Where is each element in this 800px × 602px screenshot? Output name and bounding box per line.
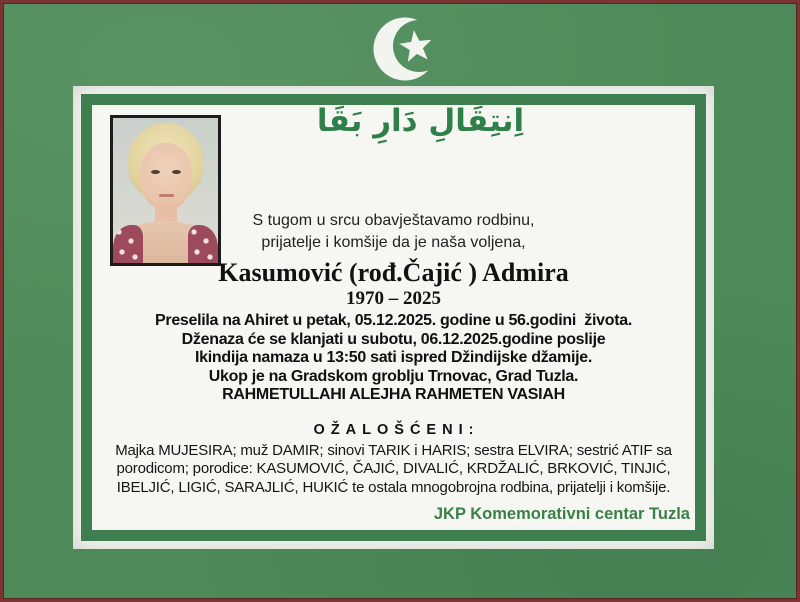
deceased-years: 1970 – 2025 <box>346 288 441 309</box>
intro-line-1: S tugom u srcu obavještavamo rodbinu, <box>252 212 535 229</box>
photo-eye-right <box>172 170 181 174</box>
notice-card <box>73 86 714 549</box>
mourners-heading: OŽALOŠĆENI: <box>313 422 480 438</box>
organization-signature: JKP Komemorativni centar Tuzla <box>433 505 690 523</box>
funeral-details <box>73 312 714 405</box>
intro-text <box>73 210 714 254</box>
arabic-calligraphy: اِنتِقَالِ دَارِ بَقَا <box>316 103 525 139</box>
detail-line-time: Ikindija namaza u 13:50 sati ispred Džindijske džamije. <box>195 349 592 367</box>
mourners-line-2: porodicom; porodice: KASUMOVIĆ, ČAJIĆ, DIVALIĆ, KRDŽALIĆ, BRKOVIĆ, TINJIĆ, <box>116 460 671 478</box>
photo-face <box>140 143 192 209</box>
detail-line-dzenaza: Dženaza će se klanjati u subotu, 06.12.2025.godine poslije <box>181 330 606 348</box>
photo-mouth <box>159 194 174 197</box>
mourners-line-1: Majka MUJESIRA; muž DAMIR; sinovi TARIK i HARIS; sestra ELVIRA; sestrić ATIF sa <box>115 442 672 459</box>
photo-eye-left <box>151 170 160 174</box>
mourners-list <box>73 442 714 497</box>
detail-line-burial: Ukop je na Gradskom groblju Trnovac, Grad Tuzla. <box>208 367 579 385</box>
intro-line-2: prijatelje i komšije da je naša voljena, <box>261 234 526 251</box>
deceased-name: Kasumović (rođ.Čajić ) Admira <box>218 258 569 287</box>
crescent-star-icon <box>369 14 443 86</box>
mourners-line-3: IBELJIĆ, LIGIĆ, SARAJLIĆ, HUKIĆ te ostala mnogobrojna rodbina, prijatelji i komšije. <box>116 478 671 496</box>
detail-line-death: Preselila na Ahiret u petak, 05.12.2025. godine u 56.godini života. <box>155 312 632 329</box>
detail-line-prayer: RAHMETULLAHI ALEJHA RAHMETEN VASIAH <box>222 386 565 404</box>
